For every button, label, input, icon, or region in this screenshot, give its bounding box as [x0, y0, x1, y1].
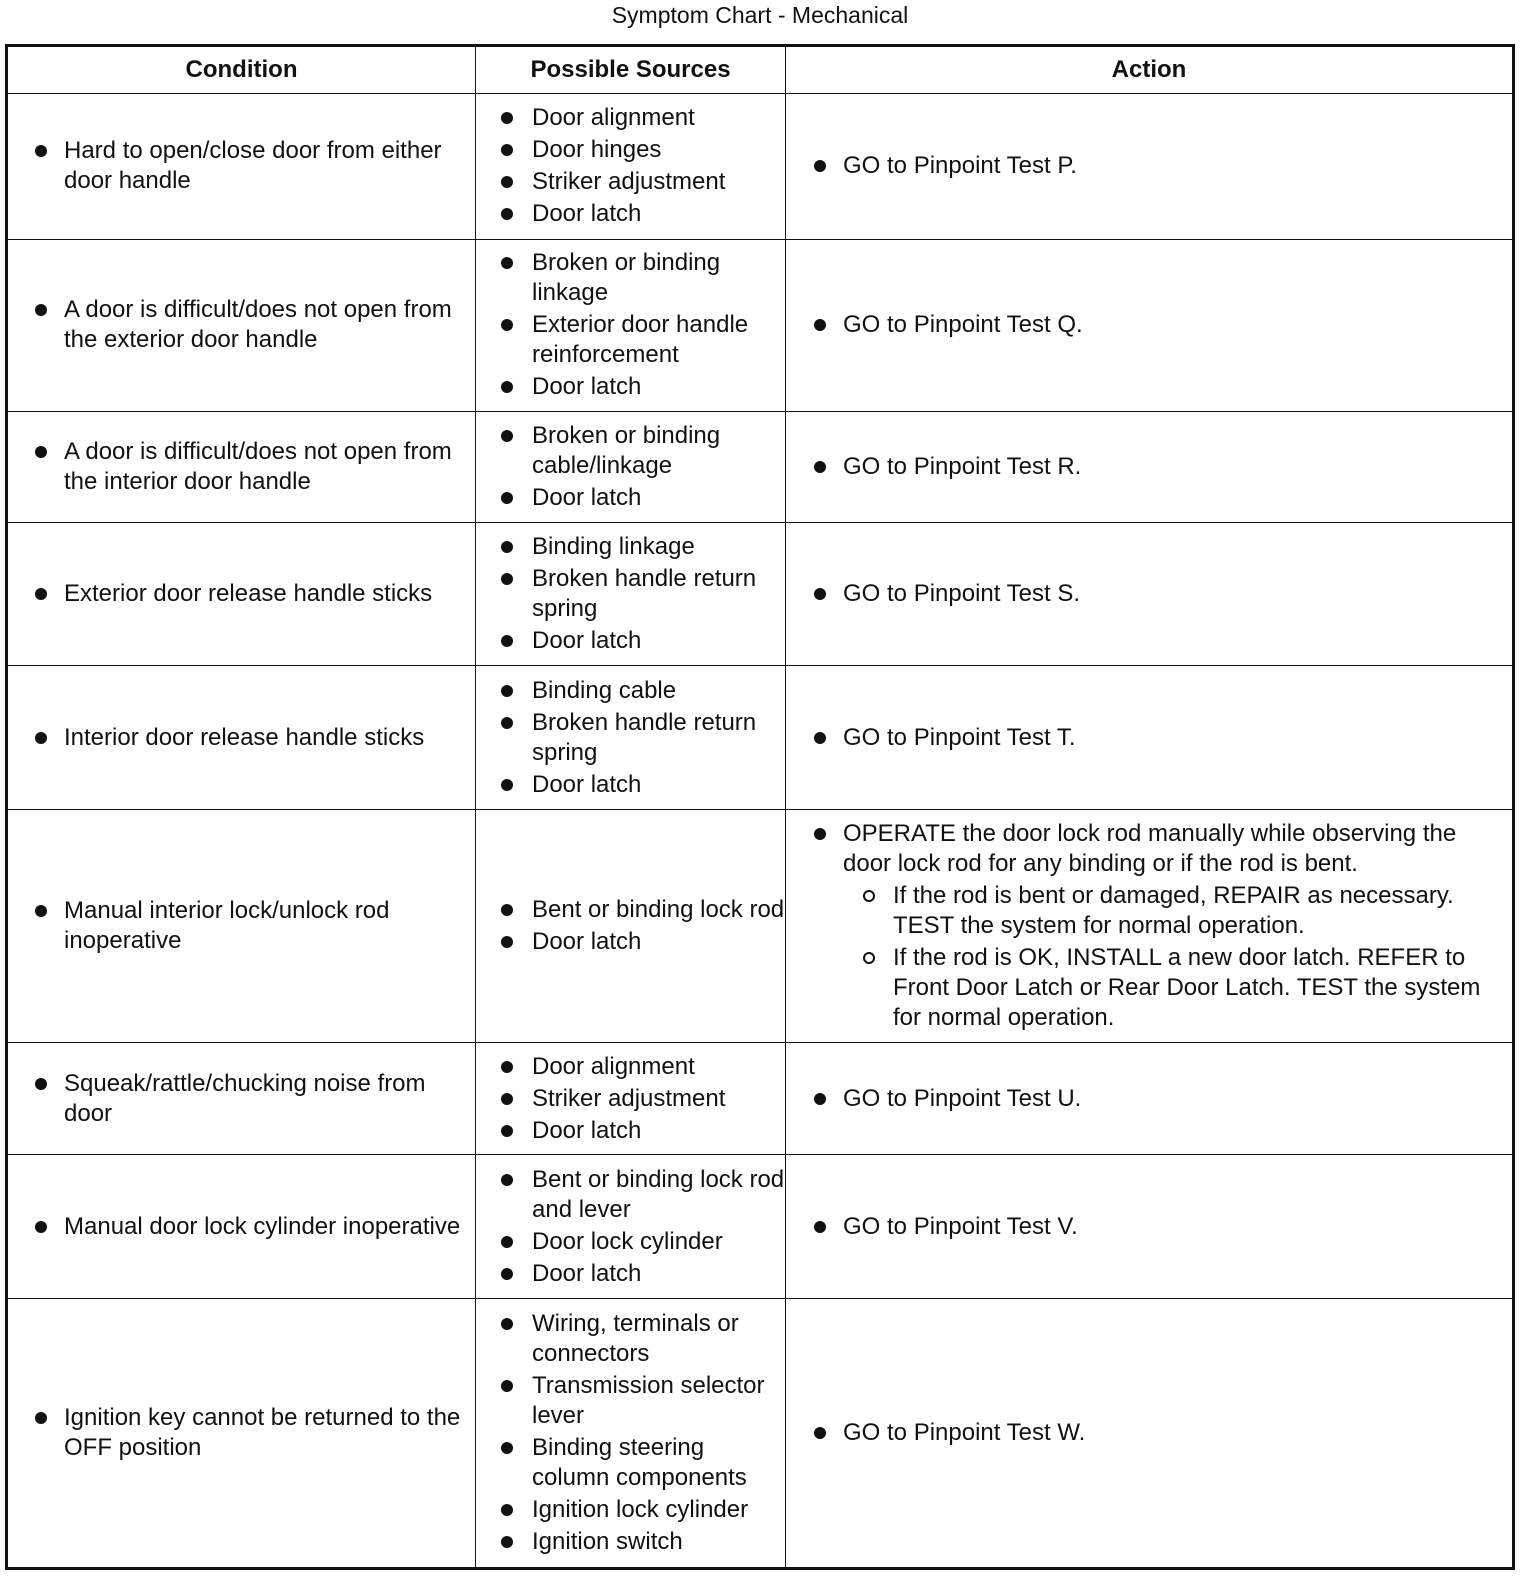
condition-cell — [7, 1042, 476, 1154]
source-item: Door latch — [476, 626, 785, 656]
condition-cell — [7, 522, 476, 666]
condition-cell — [7, 666, 476, 810]
condition-cell — [7, 94, 476, 240]
source-item: Door latch — [476, 1259, 785, 1289]
sources-cell — [476, 239, 786, 412]
sub-action-item: If the rod is OK, INSTALL a new door latch. REFER to Front Door Latch or Rear Door Latch. TEST the system for normal operation. — [843, 943, 1504, 1033]
condition-cell — [7, 809, 476, 1042]
condition-cell — [7, 412, 476, 522]
action-text: GO to Pinpoint Test Q. — [786, 310, 1512, 340]
condition-text: Interior door release handle sticks — [8, 723, 475, 753]
source-item: Binding cable — [476, 676, 785, 706]
condition-text: Manual interior lock/unlock rod inoperative — [8, 896, 475, 956]
source-item: Door lock cylinder — [476, 1227, 785, 1257]
source-item: Broken handle return spring — [476, 564, 785, 624]
source-item: Bent or binding lock rod and lever — [476, 1165, 785, 1225]
source-item: Door latch — [476, 483, 785, 513]
source-item: Broken or binding cable/linkage — [476, 421, 785, 481]
action-cell — [786, 94, 1514, 240]
action-cell — [786, 412, 1514, 522]
source-item: Door hinges — [476, 135, 785, 165]
source-item: Door latch — [476, 770, 785, 800]
table-row — [7, 94, 1514, 240]
column-header-action: Action — [786, 46, 1514, 94]
source-item: Door latch — [476, 199, 785, 229]
table-row — [7, 666, 1514, 810]
condition-text: A door is difficult/does not open from the interior door handle — [8, 437, 475, 497]
table-row — [7, 412, 1514, 522]
sources-cell — [476, 809, 786, 1042]
source-item: Door alignment — [476, 1052, 785, 1082]
source-item: Binding steering column components — [476, 1433, 785, 1493]
action-text: GO to Pinpoint Test W. — [786, 1418, 1512, 1448]
sources-cell — [476, 1155, 786, 1299]
table-row — [7, 522, 1514, 666]
condition-cell — [7, 1155, 476, 1299]
action-item — [786, 819, 1512, 1033]
sources-cell — [476, 1042, 786, 1154]
action-cell — [786, 1155, 1514, 1299]
table-row — [7, 1298, 1514, 1568]
source-item: Door latch — [476, 927, 785, 957]
source-item: Wiring, terminals or connectors — [476, 1309, 785, 1369]
source-item: Ignition switch — [476, 1527, 785, 1557]
table-row — [7, 809, 1514, 1042]
action-text: GO to Pinpoint Test S. — [786, 579, 1512, 609]
source-item: Bent or binding lock rod — [476, 895, 785, 925]
source-item: Ignition lock cylinder — [476, 1495, 785, 1525]
action-text: GO to Pinpoint Test R. — [786, 452, 1512, 482]
table-row — [7, 1155, 1514, 1299]
action-cell — [786, 1042, 1514, 1154]
source-item: Binding linkage — [476, 532, 785, 562]
sub-action-item: If the rod is bent or damaged, REPAIR as necessary. TEST the system for normal operation. — [843, 881, 1504, 941]
source-item: Broken handle return spring — [476, 708, 785, 768]
table-row — [7, 239, 1514, 412]
action-cell — [786, 809, 1514, 1042]
action-cell — [786, 522, 1514, 666]
source-item: Door alignment — [476, 103, 785, 133]
column-header-sources: Possible Sources — [476, 46, 786, 94]
sources-cell — [476, 412, 786, 522]
condition-text: Manual door lock cylinder inoperative — [8, 1212, 475, 1242]
action-cell — [786, 666, 1514, 810]
condition-cell — [7, 239, 476, 412]
condition-text: Hard to open/close door from either door handle — [8, 136, 475, 196]
condition-cell — [7, 1298, 476, 1568]
sources-cell — [476, 1298, 786, 1568]
sources-cell — [476, 94, 786, 240]
symptom-chart-table — [5, 44, 1515, 1570]
action-text: GO to Pinpoint Test T. — [786, 723, 1512, 753]
action-text: OPERATE the door lock rod manually while observing the door lock rod for any binding or if the rod is bent. — [843, 819, 1457, 877]
page-title: Symptom Chart - Mechanical — [611, 2, 909, 28]
source-item: Broken or binding linkage — [476, 248, 785, 308]
condition-text: Exterior door release handle sticks — [8, 579, 475, 609]
action-text: GO to Pinpoint Test U. — [786, 1084, 1512, 1114]
action-cell — [786, 239, 1514, 412]
source-item: Striker adjustment — [476, 1084, 785, 1114]
sources-cell — [476, 522, 786, 666]
source-item: Striker adjustment — [476, 167, 785, 197]
table-header-row — [7, 46, 1514, 94]
table-row — [7, 1042, 1514, 1154]
source-item: Exterior door handle reinforcement — [476, 310, 785, 370]
action-text: GO to Pinpoint Test V. — [786, 1212, 1512, 1242]
source-item: Door latch — [476, 1116, 785, 1146]
condition-text: Ignition key cannot be returned to the OFF position — [8, 1403, 475, 1463]
source-item: Transmission selector lever — [476, 1371, 785, 1431]
column-header-condition: Condition — [7, 46, 476, 94]
sources-cell — [476, 666, 786, 810]
condition-text: Squeak/rattle/chucking noise from door — [8, 1069, 475, 1129]
action-text: GO to Pinpoint Test P. — [786, 151, 1512, 181]
action-cell — [786, 1298, 1514, 1568]
source-item: Door latch — [476, 372, 785, 402]
condition-text: A door is difficult/does not open from the exterior door handle — [8, 295, 475, 355]
